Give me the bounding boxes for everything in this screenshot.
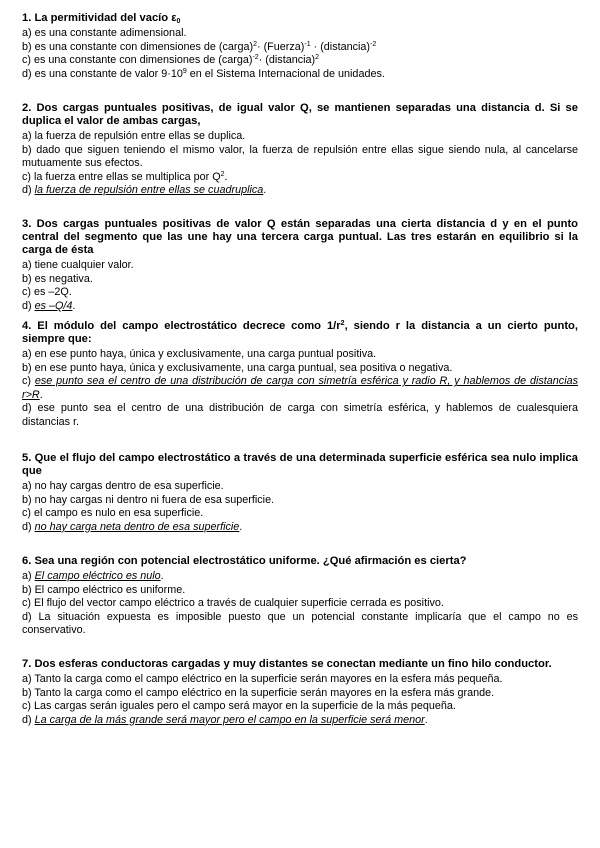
question-3 [22, 218, 578, 313]
option-a: a) tiene cualquier valor. [22, 259, 134, 271]
option-a-correct: a) El campo eléctrico es nulo. [22, 570, 164, 582]
option-a: a) no hay cargas dentro de esa superficie. [22, 480, 224, 492]
question-4 [22, 320, 578, 430]
option-d-correct: d) La carga de la más grande será mayor pero el campo en la superficie será menor. [22, 713, 428, 726]
option-d-correct: d) la fuerza de repulsión entre ellas se cuadruplica. [22, 184, 267, 197]
option-b: b) en ese punto haya, única y exclusivamente, una carga puntual, sea positiva o negativa. [22, 361, 453, 374]
option-a: a) en ese punto haya, única y exclusivamente, una carga puntual positiva. [22, 348, 377, 360]
option-c: c) la fuerza entre ellas se multiplica por $Q^2$. [22, 170, 228, 183]
option-b: b) dado que siguen teniendo el mismo valor, la fuerza de repulsión entre ellas sigue siendo nula, al cancelarse mutuamente sus efectos. [22, 143, 578, 170]
option-c: c) el campo es nulo en esa superficie. [22, 507, 204, 520]
option-b: b) no hay cargas ni dentro ni fuera de esa superficie. [22, 493, 275, 506]
question-7 [22, 658, 578, 727]
question-2-title: 2. Dos cargas puntuales positivas, de igual valor Q, se mantienen separadas una distancia d. Si se duplica el valor de ambas cargas, [22, 102, 578, 127]
question-7-title: 7. Dos esferas conductoras cargadas y muy distantes se conectan mediante un fino hilo conductor. [22, 658, 552, 670]
question-6-title: 6. Sea una región con potencial electrostático uniforme. ¿Qué afirmación es cierta? [22, 555, 467, 567]
question-1 [22, 12, 578, 81]
question-4-title: 4. El módulo del campo electrostático decrece como $1/r^2$, siendo r la distancia a un cierto punto, siempre que: [22, 320, 578, 345]
option-c-correct: c) ese punto sea el centro de una distribución de carga con simetría esférica y radio R, y hablemos de distancias r>R. [22, 375, 578, 401]
question-2 [22, 102, 578, 198]
question-5-title: 5. Que el flujo del campo electrostático a través de una determinada superficie esférica sea nulo implica que [22, 452, 578, 477]
option-c: c) es una constante con dimensiones de (carga)$^{-2}$· (distancia)$^2$ [22, 54, 320, 67]
option-c: c) es –2Q. [22, 286, 72, 299]
question-6 [22, 555, 578, 638]
option-a: a) es una constante adimensional. [22, 27, 187, 39]
option-d: d) es una constante de valor $9\cdot 10^9$ en el Sistema Internacional de unidades. [22, 67, 385, 80]
option-b: b) El campo eléctrico es uniforme. [22, 583, 186, 596]
question-1-title: 1. La permitividad del vacío $\varepsilon_0$ [22, 12, 181, 25]
question-5 [22, 452, 578, 534]
option-d: d) ese punto sea el centro de una distribución de carga con simetría esférica, y hablemos de cualesquiera distancias r. [22, 402, 578, 428]
option-a: a) la fuerza de repulsión entre ellas se duplica. [22, 130, 246, 142]
option-a: a) Tanto la carga como el campo eléctrico en la superficie serán mayores en la esfera más pequeña. [22, 673, 503, 685]
option-d-correct: d) es –Q/4. [22, 299, 76, 312]
option-b: b) Tanto la carga como el campo eléctrico en la superficie serán mayores en la esfera más grande. [22, 686, 495, 699]
question-3-title: 3. Dos cargas puntuales positivas de valor Q están separadas una cierta distancia d y en el punto central del segmento que las une hay una tercera carga puntual. Las tres estarán en equilibrio si la carga de ésta [22, 218, 578, 256]
option-c: c) El flujo del vector campo eléctrico a través de cualquier superficie cerrada es positivo. [22, 597, 444, 610]
option-b: b) es negativa. [22, 272, 93, 285]
option-b: b) es una constante con dimensiones de (carga)$^2$· (Fuerza)$^{-1}$ · (distancia)$^{-2}$ [22, 40, 377, 53]
option-d: d) La situación expuesta es imposible puesto que un potencial constante implicaría que el campo no es conservativo. [22, 610, 578, 637]
option-d-correct: d) no hay carga neta dentro de esa superficie. [22, 520, 243, 533]
option-c: c) Las cargas serán iguales pero el campo será mayor en la superficie de la más pequeña. [22, 700, 456, 713]
